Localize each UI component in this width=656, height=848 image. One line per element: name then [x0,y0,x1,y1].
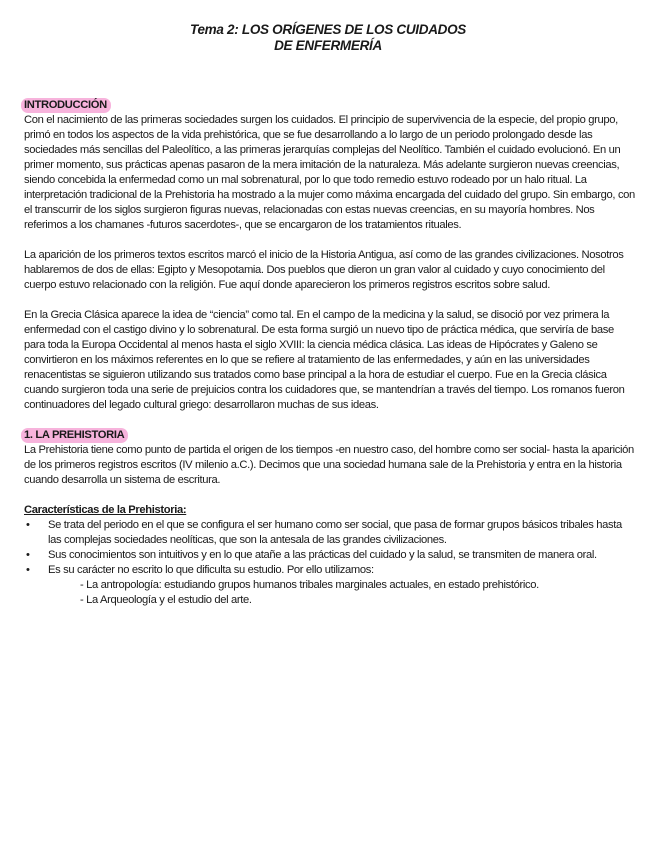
methods-sublist [24,578,636,608]
characteristics-subheading: Características de la Prehistoria: [24,504,187,516]
list-item: • Se trata del periodo en el que se configura el ser humano como ser social, que pasa de formar grupos básicos tribales hasta las complejas sociedades neolíticas, que son la antesala de las grandes civilizaciones. [24,518,636,548]
intro-paragraph-1: Con el nacimiento de las primeras sociedades surgen los cuidados. El principio de supervivencia de la especie, del propio grupo, primó en todos los aspectos de la vida prehistórica, que se fue desarrollando a lo largo de un periodo prolongado desde las sociedades más sencillas del Paleolítico, a las primeras jerarquías complejas del Neolítico. También el cuidado evolucionó. En un primer momento, sus prácticas apenas pasaron de la mera imitación de la naturaleza. Más adelante surgieron nuevas creencias, siendo concebida la enfermedad como un mal sobrenatural, por lo que todo remedio estuvo rodeado por un halo ritual. La interpretación tradicional de la Prehistoria ha mostrado a la mujer como máxima encargada del cuidado del grupo. Sin embargo, con el transcurrir de los siglos surgieron figuras nuevas, relacionadas con estas nuevas creencias, en su mayoría hombres. Nos referimos a los chamanes -futuros sacerdotes-, que se encargaron de los tratamientos rituales. [24,114,635,231]
document-title [0,22,656,54]
intro-section [24,98,636,413]
intro-heading: INTRODUCCIÓN [21,98,111,113]
sub-list-item: - La antropología: estudiando grupos humanos tribales marginales actuales, en estado prehistórico. [80,579,539,591]
intro-paragraph-2: La aparición de los primeros textos escritos marcó el inicio de la Historia Antigua, así como de las grandes civilizaciones. Nosotros hablaremos de dos de ellas: Egipto y Mesopotamia. Dos pueblos que dieron un gran valor al cuidado y cuyo conocimiento del cuerpo estuvo relacionado con la religión. Fue aquí donde aparecieron los primeros registros escritos sobre salud. [24,249,624,291]
prehistoria-heading: 1. LA PREHISTORIA [21,428,128,443]
document-body [24,98,636,608]
intro-paragraph-3: En la Grecia Clásica aparece la idea de “ciencia” como tal. En el campo de la medicina y la salud, se disoció por vez primera la enfermedad con el castigo divino y lo sobrenatural. De esta forma surgió un nuevo tipo de práctica médica, que serviría de base para toda la Europa Occidental al menos hasta el siglo XVIII: la ciencia médica clásica. Las ideas de Hipócrates y Galeno se convirtieron en los máximos referentes en lo que se refiere al tratamiento de las enfermedades, y aún en las universidades renacentistas se siguieron utilizando sus tratados como base principal a la hora de estudiar el cuerpo. Fue en la Grecia clásica cuando surgieron toda una serie de prejuicios contra los cuidadores que, se mantendrían a través del tiempo. Los romanos fueron continuadores del legado cultural griego: desarrollaron muchas de sus ideas. [24,309,625,411]
characteristics-list [24,518,636,578]
title-line-1: Tema 2: LOS ORÍGENES DE LOS CUIDADOS [190,22,466,37]
prehistoria-paragraph: La Prehistoria tiene como punto de partida el origen de los tiempos -en nuestro caso, del hombre como ser social- hasta la aparición de los primeros registros escritos (IV milenio a.C.). Decimos que una sociedad humana sale de la Prehistoria y entra en la historia cuando desarrolla un sistema de escritura. [24,444,634,486]
sub-list-item: - La Arqueología y el estudio del arte. [80,594,252,606]
list-item: • Es su carácter no escrito lo que dificulta su estudio. Por ello utilizamos: [24,563,636,578]
list-item: • Sus conocimientos son intuitivos y en lo que atañe a las prácticas del cuidado y la salud, se transmiten de manera oral. [24,548,636,563]
title-line-2: DE ENFERMERÍA [274,38,382,53]
prehistoria-section [24,428,636,608]
